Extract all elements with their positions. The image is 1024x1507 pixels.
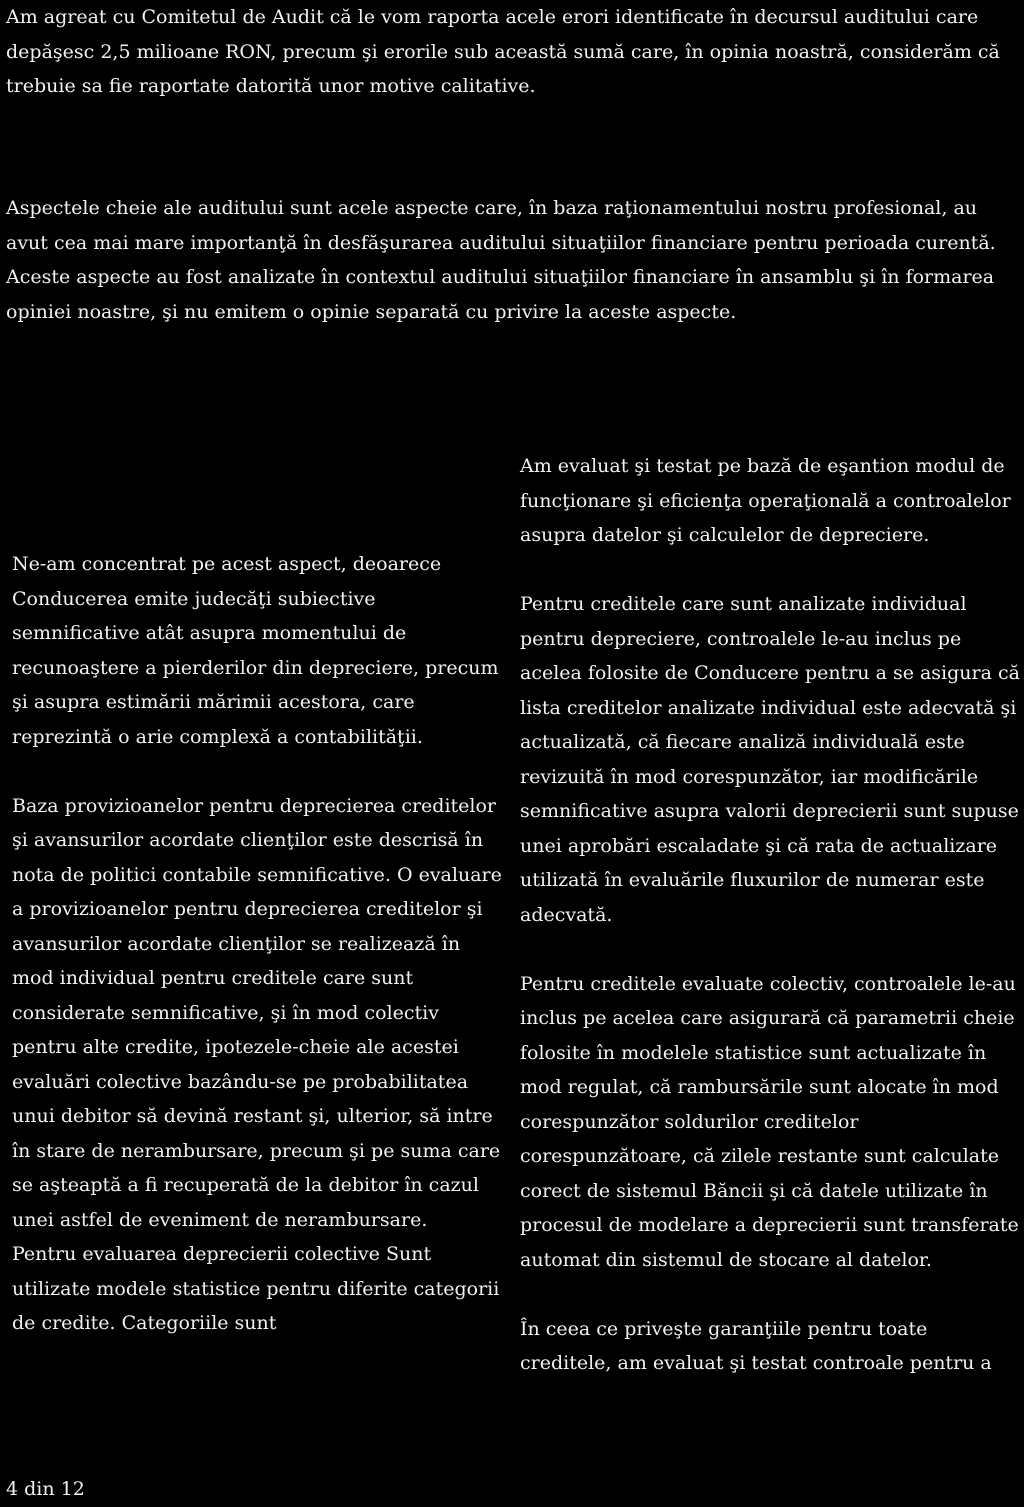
- kam-provision-basis-paragraph: Baza provizioanelor pentru deprecierea creditelor şi avansurilor acordate clienţilor este descrisă în nota de politici contabile semnificative. O evaluare a provizioanelor pentru deprecierea creditelor şi avansurilor acordate clienţilor se realizează în mod individual pentru creditele care sunt considerate semnificative, şi în mod colectiv pentru alte credite, ipotezele-cheie ale acestei evaluări colective bazându-se pe probabilitatea unui debitor să devină restant şi, ulterior, să intre în stare de nerambursare, precum şi pe suma care se aşteaptă a fi recuperată de la debitor în cazul unei astfel de eveniment de nerambursare.: [12, 794, 502, 1231]
- response-collective-credits-paragraph: Pentru creditele evaluate colectiv, controalele le-au inclus pe acelea care asigurară că parametrii cheie folosite în modelele statistice sunt actualizate în mod regulat, că rambursările sunt alocate în mod corespunzător soldurilor creditelor corespunzătoare, că zilele restante sunt calculate corect de sistemul Băncii şi că datele utilizate în procesul de modelare a deprecierii sunt transferate automat din sistemul de stocare al datelor.: [520, 972, 1019, 1271]
- materiality-paragraph: Am agreat cu Comitetul de Audit că le vom raporta acele erori identificate în decursul auditului care depăşesc 2,5 milioane RON, precum şi erorile sub această sumă care, în opinia noastră, considerăm că trebuie sa fie raportate datorită unor motive calitative.: [6, 6, 1000, 97]
- key-audit-matters-paragraph: Aspectele cheie ale auditului sunt acele aspecte care, în baza raţionamentului nostru profesional, au avut cea mai mare importanţă în desfăşurarea auditului situaţiilor financiare pentru perioada curentă. Aceste aspecte au fost analizate în contextul auditului situaţiilor financiare în ansamblu şi în formarea opiniei noastre, şi nu emitem o opinie separată cu privire la aceste aspecte.: [6, 197, 996, 323]
- response-guarantees-paragraph: În ceea ce priveşte garanţiile pentru toate creditele, am evaluat şi testat controale pentru a: [520, 1317, 992, 1374]
- key-audit-matter-column: [12, 547, 502, 1341]
- kam-collective-assessment-paragraph: Pentru evaluarea deprecierii colective Sunt utilizate modele statistice pentru diferite categorii de credite. Categoriile sunt: [12, 1243, 500, 1334]
- kam-focus-paragraph: Ne-am concentrat pe acest aspect, deoarece Conducerea emite judecăţi subiective semnificative atât asupra momentului de recunoaştere a pierderilor din depreciere, precum şi asupra estimării mărimii acestora, care reprezintă o arie complexă a contabilităţii.: [12, 553, 499, 748]
- response-controls-paragraph: Am evaluat şi testat pe bază de eşantion modul de funcţionare şi eficienţa operaţională a controalelor asupra datelor şi calculelor de depreciere.: [520, 455, 1011, 546]
- audit-response-column: [520, 449, 1020, 1381]
- response-individual-credits-paragraph: Pentru creditele care sunt analizate individual pentru depreciere, controalele le-au inclus pe acelea folosite de Conducere pentru a se asigura că lista creditelor analizate individual este adecvată şi actualizată, că fiecare analiză individuală este revizuită în mod corespunzător, iar modificările semnificative asupra valorii deprecierii sunt supuse unei aprobări escaladate şi că rata de actualizare utilizată în evaluările fluxurilor de numerar este adecvată.: [520, 593, 1020, 926]
- page-number: 4 din 12: [6, 1478, 85, 1500]
